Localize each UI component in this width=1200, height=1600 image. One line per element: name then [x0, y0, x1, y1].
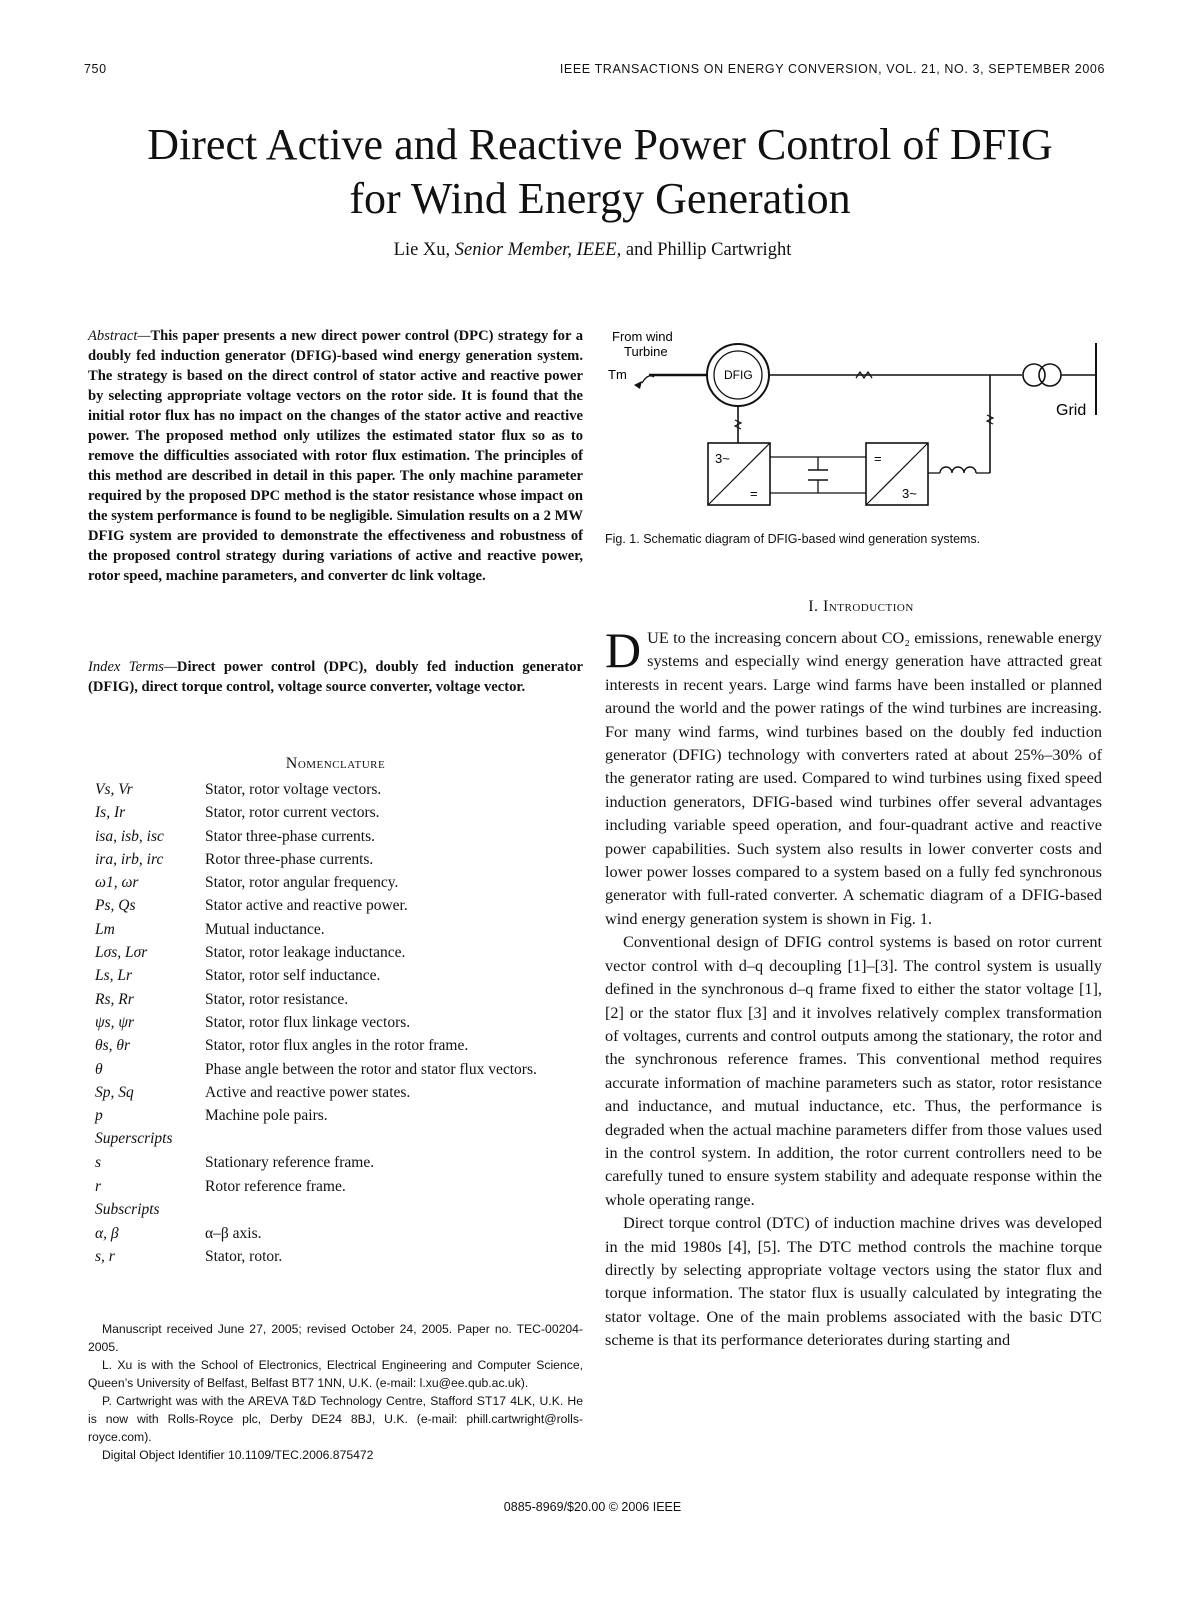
- index-terms: [88, 657, 583, 697]
- figure-1-caption: Fig. 1. Schematic diagram of DFIG-based wind generation systems.: [605, 532, 981, 546]
- author-1-title: Senior Member, IEEE,: [454, 240, 622, 260]
- footnotes: [88, 1320, 583, 1464]
- nomenclature-symbol: p: [95, 1107, 103, 1125]
- nomenclature-definition: Stator active and reactive power.: [205, 897, 408, 915]
- drop-cap: D: [605, 622, 642, 678]
- page-number: 750: [84, 62, 107, 76]
- nomenclature-symbol: r: [95, 1177, 102, 1195]
- nomenclature-row: [95, 1058, 583, 1081]
- nomenclature-row: [95, 941, 583, 964]
- nomenclature-definition: Stator three-phase currents.: [205, 827, 376, 845]
- superscripts-heading: Superscripts: [95, 1130, 173, 1148]
- nomenclature-definition: Stator, rotor self inductance.: [205, 967, 381, 985]
- nomenclature-symbol: α, β: [95, 1225, 119, 1243]
- fig-label-tm: Tm: [608, 367, 627, 382]
- nomenclature-row: [95, 918, 583, 941]
- nomenclature-row: [95, 1081, 583, 1104]
- footnote-doi: Digital Object Identifier 10.1109/TEC.2006.875472: [102, 1448, 374, 1462]
- nomenclature-definition: Stator, rotor resistance.: [205, 990, 349, 1008]
- nomenclature-symbol: θs, θr: [95, 1037, 131, 1055]
- author-line: [0, 240, 1185, 261]
- nomenclature-definition: Stator, rotor leakage inductance.: [205, 944, 406, 962]
- nomenclature-symbol: ω1, ωr: [95, 874, 139, 892]
- nomenclature-definition: Phase angle between the rotor and stator flux vectors.: [205, 1060, 537, 1078]
- fig-label-conv1-ac: 3~: [715, 451, 730, 466]
- introduction-body: [605, 622, 1102, 1352]
- abstract: [88, 326, 583, 586]
- nomenclature-definition: Stator, rotor current vectors.: [205, 804, 380, 822]
- nomenclature-row: [95, 964, 583, 987]
- intro-paragraph-3: Direct torque control (DTC) of induction machine drives was developed in the mid 1980s [4], [5]. The DTC method controls the machine torque directly by selecting appropriate voltage vectors using the stator flux and torque information. The stator flux is usually calculated by integrating the stator voltage. One of the main problems associated with the basic DTC scheme is that its performance deteriorates during starting and: [605, 1213, 1102, 1350]
- nomenclature-symbol: Vs, Vr: [95, 781, 133, 798]
- nomenclature-symbol: Is, Ir: [95, 804, 126, 822]
- arrowhead-icon: [634, 381, 642, 389]
- footnote-author-1: L. Xu is with the School of Electronics, Electrical Engineering and Computer Science, Queen’s University of Belfast, Belfast BT7 1NN, U.K. (e-mail: l.xu@ee.qub.ac.uk).: [88, 1358, 583, 1390]
- nomenclature-definition: Stator, rotor flux linkage vectors.: [205, 1013, 411, 1031]
- paper-title: [60, 118, 1140, 226]
- torque-arrow-icon: [642, 376, 654, 383]
- fig-label-conv2-dc: =: [874, 451, 882, 466]
- section-heading-introduction: I. Introduction: [808, 598, 914, 615]
- index-terms-text: Direct power control (DPC), doubly fed induction generator (DFIG), direct torque control, voltage source converter, voltage vector.: [88, 659, 583, 695]
- subscripts-heading: Subscripts: [95, 1201, 160, 1219]
- abstract-text: This paper presents a new direct power control (DPC) strategy for a doubly fed induction generator (DFIG)-based wind energy generation system. The strategy is based on the direct control of stator active and reactive power by selecting appropriate voltage vectors on the rotor side. It is found that the initial rotor flux has no impact on the changes of the stator active and reactive power. The proposed method only utilizes the estimated stator flux so as to remove the difficulties associated with rotor flux estimation. The principles of this method are described in detail in this paper. The only machine parameter required by the proposed DPC method is the stator resistance whose impact on the system performance is found to be negligible. Simulation results on a 2 MW DFIG system are provided to demonstrate the effectiveness and robustness of the proposed control strategy during variations of active and reactive power, rotor speed, machine parameters, and converter dc link voltage.: [88, 328, 583, 584]
- index-terms-label: Index Terms—: [88, 659, 177, 675]
- nomenclature-definition: Rotor three-phase currents.: [205, 850, 374, 868]
- nomenclature-row: [95, 894, 583, 917]
- nomenclature-definition: Stationary reference frame.: [205, 1154, 375, 1172]
- grid-cable-icon: [987, 415, 993, 424]
- journal-header: IEEE TRANSACTIONS ON ENERGY CONVERSION, VOL. 21, NO. 3, SEPTEMBER 2006: [559, 62, 1105, 76]
- nomenclature-symbol: Sp, Sq: [95, 1083, 134, 1101]
- nomenclature-row: [95, 778, 583, 801]
- nomenclature-row: [95, 1034, 583, 1057]
- intro-paragraph-2: Conventional design of DFIG control systems is based on rotor current vector control with d–q decoupling [1]–[3]. The control system is usually defined in the synchronous d–q frame fixed to either the stator voltage [1], [2] or the stator flux [3] and it involves relatively complex transformation of voltages, currents and control outputs among the stationary, the rotor and the synchronous reference frames. This conventional method requires accurate information of machine parameters such as stator, rotor resistance and inductance, and mutual inductance, etc. Thus, the performance is degraded when the actual machine parameters differ from those values used in the control system. In addition, the rotor current controllers need to be carefully tuned to ensure system stability and adequate response within the whole operating range.: [605, 932, 1102, 1209]
- nomenclature-row: [95, 1151, 583, 1174]
- nomenclature-row: [95, 1104, 583, 1127]
- nomenclature-symbol: Ps, Qs: [95, 897, 136, 915]
- nomenclature-row: [95, 871, 583, 894]
- nomenclature-definition: α–β axis.: [205, 1225, 262, 1243]
- nomenclature-symbol: Lm: [95, 920, 115, 938]
- nomenclature-row: [95, 1222, 583, 1245]
- nomenclature-definition: Machine pole pairs.: [205, 1107, 328, 1125]
- nomenclature-symbol: ψs, ψr: [95, 1013, 135, 1031]
- intro-paragraph-1: [605, 622, 1102, 930]
- nomenclature-heading: Nomenclature: [285, 755, 386, 772]
- nomenclature-symbol: ira, irb, irc: [95, 850, 164, 868]
- nomenclature-definition: Stator, rotor flux angles in the rotor frame.: [205, 1037, 469, 1055]
- fig-label-dfig: DFIG: [724, 368, 753, 382]
- copyright-footer: 0885-8969/$20.00 © 2006 IEEE: [503, 1500, 682, 1514]
- title-line-1: Direct Active and Reactive Power Control of DFIG: [147, 120, 1053, 169]
- abstract-label: Abstract—: [88, 328, 151, 344]
- nomenclature-definition: Mutual inductance.: [205, 920, 325, 938]
- nomenclature-row: [95, 1245, 583, 1268]
- nomenclature-row: [95, 848, 583, 871]
- fig-label-conv2-ac: 3~: [902, 486, 917, 501]
- fig-label-turbine: Turbine: [624, 344, 668, 359]
- nomenclature-symbol: Ls, Lr: [95, 967, 133, 985]
- intro-paragraph-1-text: UE to the increasing concern about CO₂ emissions, renewable energy systems and especially wind energy generation have attracted great interests in recent years. Large wind farms have been installed or planned around the world and the power ratings of the wind turbines are increasing. For many wind farms, wind turbines based on the doubly fed induction generator (DFIG) technology with converters rated at about 25%–30% of the generator rating are used. Compared to wind turbines using fixed speed induction generators, DFIG-based wind turbines offer several advantages including variable speed operation, and four-quadrant active and reactive power capabilities. Such system also results in lower converter costs and lower power losses compared to a system based on a fully fed synchronous generator with full-rated converter. A schematic diagram of a DFIG-based wind energy generation system is shown in Fig. 1.: [605, 628, 1102, 928]
- nomenclature-symbol: isa, isb, isc: [95, 827, 164, 845]
- nomenclature-symbol: θ: [95, 1060, 103, 1078]
- fig-label-from-wind: From wind: [612, 329, 673, 344]
- nomenclature-symbol: Lσs, Lσr: [95, 944, 148, 962]
- nomenclature-symbol: Rs, Rr: [95, 990, 134, 1008]
- footnote-author-2: P. Cartwright was with the AREVA T&D Technology Centre, Stafford ST17 4LK, U.K. He is now with Rolls-Royce plc, Derby DE24 8BJ, U.K. (e-mail: phill.cartwright@rolls-royce.com).: [88, 1394, 583, 1444]
- nomenclature-row: [95, 988, 583, 1011]
- nomenclature-symbol: s: [95, 1154, 102, 1172]
- figure-1-schematic: [604, 325, 1104, 525]
- nomenclature-row: [95, 1175, 583, 1198]
- fig-label-grid: Grid: [1056, 402, 1087, 419]
- fig-label-conv1-dc: =: [750, 486, 758, 501]
- rotor-cable-icon: [735, 420, 741, 429]
- nomenclature-row: [95, 1011, 583, 1034]
- author-2: and Phillip Cartwright: [625, 240, 792, 260]
- nomenclature-row: [95, 801, 583, 824]
- nomenclature-symbol: s, r: [95, 1248, 115, 1266]
- transformer-right-icon: [1039, 364, 1061, 386]
- nomenclature-definition: Stator, rotor.: [205, 1248, 283, 1266]
- footnote-manuscript: Manuscript received June 27, 2005; revised October 24, 2005. Paper no. TEC-00204-2005.: [88, 1322, 583, 1354]
- nomenclature-definition: Stator, rotor voltage vectors.: [205, 781, 382, 798]
- nomenclature-definition: Active and reactive power states.: [205, 1083, 411, 1101]
- nomenclature-list: [95, 778, 583, 1269]
- author-1: Lie Xu,: [393, 240, 451, 260]
- nomenclature-definition: Stator, rotor angular frequency.: [205, 874, 399, 892]
- nomenclature-definition: Rotor reference frame.: [205, 1177, 346, 1195]
- title-line-2: for Wind Energy Generation: [349, 174, 851, 223]
- filter-inductor-icon: [940, 467, 976, 473]
- nomenclature-row: [95, 825, 583, 848]
